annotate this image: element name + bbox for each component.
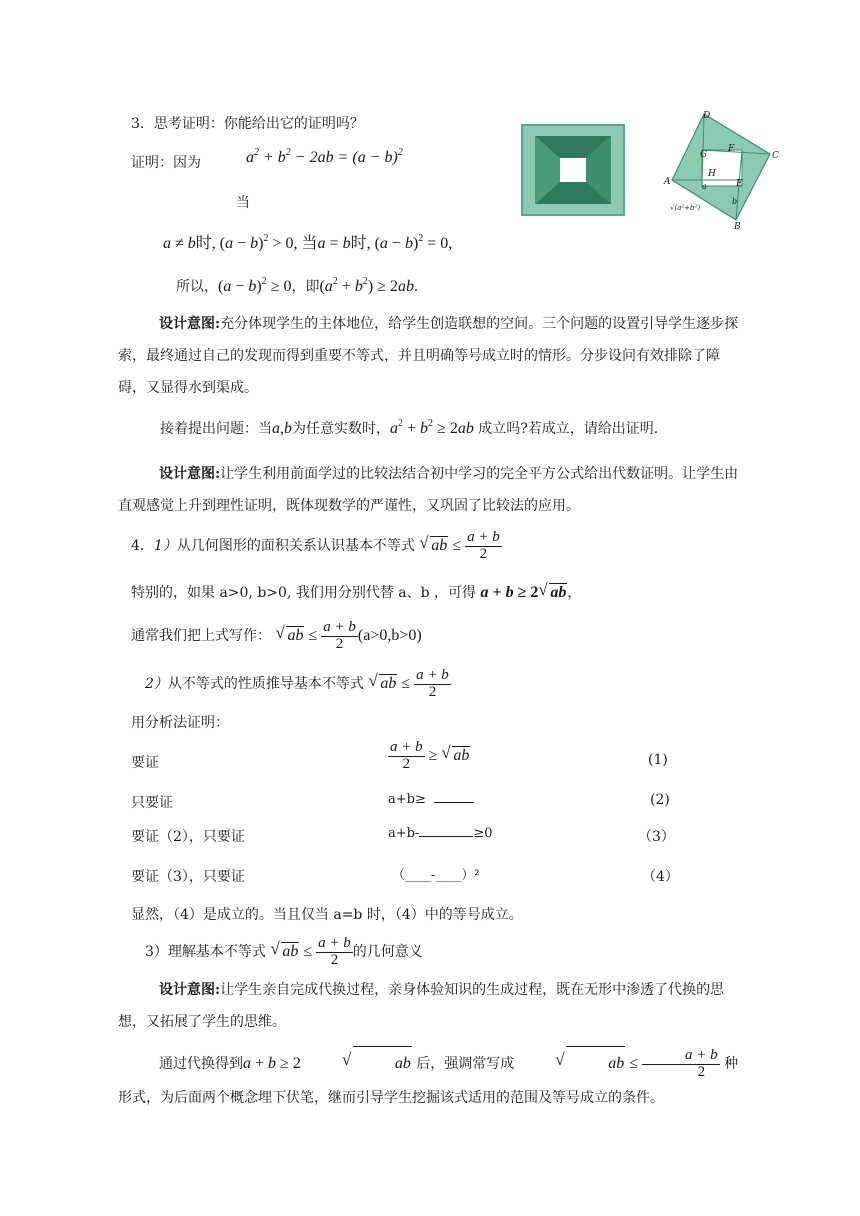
row4-number: （4） <box>642 869 679 885</box>
label-b: b <box>732 197 738 206</box>
when-label: 当 <box>236 195 250 211</box>
design-intent-2: 设计意图:让学生利用前面学过的比较法结合初中学习的完全平方公式给出代数证明。让学生由直观感觉上升到理性证明，既体现数学的严谨性，又巩固了比较法的应用。 <box>118 466 739 514</box>
special-case-line: 特别的，如果 a>0, b>0, 我们用分别代替 a、b ，可得 a + b ≥ 2 √ ab， <box>131 580 582 601</box>
closing-paragraph: 通过代换得到a + b ≥ 2 √ ab 后，强调常写成 √ ab ≤ $\frac{a + b}{2}$ 种形式，为后面两个概念埋下伏笔，继而引导学生挖掘该式适用的范围及等号成立的条件。 <box>118 1047 739 1106</box>
label-F: F <box>728 144 735 154</box>
conclusion-line: 所以，$(a - b)^2 \ge 0$，即$(a^2 + b^2) \ge 2ab$. <box>176 276 418 295</box>
row3-label: 要证（2），只要证 <box>131 829 245 845</box>
section4-part2: 2）从不等式的性质推导基本不等式 √ ab ≤ $\frac{a + b}{2}$ <box>145 667 449 700</box>
row4-expr: （____-____）² <box>392 868 480 883</box>
label-diagonal: √(a²+b²) <box>670 204 701 212</box>
label-H: H <box>708 169 716 179</box>
analysis-method-label: 用分析法证明： <box>131 715 229 731</box>
section3-heading: 3．思考证明：你能给出它的证明吗？ <box>131 116 364 132</box>
label-a: a <box>702 182 707 191</box>
usual-form-line: 通常我们把上式写作： √ ab ≤ $\frac{a + b}{2}$ (a>0,b>0) <box>131 619 422 652</box>
row2-label: 只要证 <box>131 795 173 811</box>
label-C: C <box>772 151 779 161</box>
proof-label: 证明：因为 <box>131 155 201 171</box>
label-A: A <box>664 177 671 187</box>
row3-expr: a+b- ≥0 <box>388 826 493 841</box>
row1-number: (1) <box>648 752 668 768</box>
section4-part3: 3）理解基本不等式 √ ab ≤ $\frac{a + b}{2}$ 的几何意义 <box>145 935 423 968</box>
label-B: B <box>734 222 741 232</box>
label-G: G <box>700 150 708 160</box>
obviously-line: 显然，（4）是成立的。当且仅当 a=b 时，（4）中的等号成立。 <box>131 907 523 923</box>
pinwheel-figure <box>521 124 625 216</box>
formula-square-expansion: $a^2 + b^2 - 2ab = (a - b)^2$ <box>246 147 403 166</box>
row3-blank[interactable] <box>419 836 473 837</box>
section4-part1: 4．1）从几何图形的面积关系认识基本不等式 √ ab ≤ $\frac{a + b}{2}$ <box>131 529 500 562</box>
design-intent-3: 设计意图:让学生亲自完成代换过程，亲身体验知识的生成过程，既在无形中渗透了代换的思想，又拓展了学生的思维。 <box>118 982 725 1030</box>
row2-blank[interactable] <box>434 802 474 803</box>
row1-expr: $\frac{a + b}{2}$ ≥ √ ab <box>390 739 470 772</box>
row1-label: 要证 <box>131 755 159 771</box>
label-D: D <box>703 111 711 121</box>
design-intent-1: 设计意图:充分体现学生的主体地位，给学生创造联想的空间。三个问题的设置引导学生逐步探索，最终通过自己的发现而得到重要不等式，并且明确等号成立时的情形。分步设问有效排除了障碍，又显得水到渠成。 <box>118 316 739 396</box>
row2-number: (2) <box>650 792 670 808</box>
row3-number: （3） <box>638 829 675 845</box>
tilted-square-figure <box>662 108 790 232</box>
question-line: 接着提出问题：当a,b为任意实数时，$a^2 + b^2 \ge 2ab$ 成立吗?若成立，请给出证明. <box>160 418 659 437</box>
label-E: E <box>736 179 743 189</box>
case-analysis: a ≠ b时, $(a - b)^2 > 0$, 当a = b时, $(a - b)^2 = 0$, <box>163 233 453 252</box>
row2-expr: a+b≥ <box>388 792 474 807</box>
row4-label: 要证（3），只要证 <box>131 869 245 885</box>
